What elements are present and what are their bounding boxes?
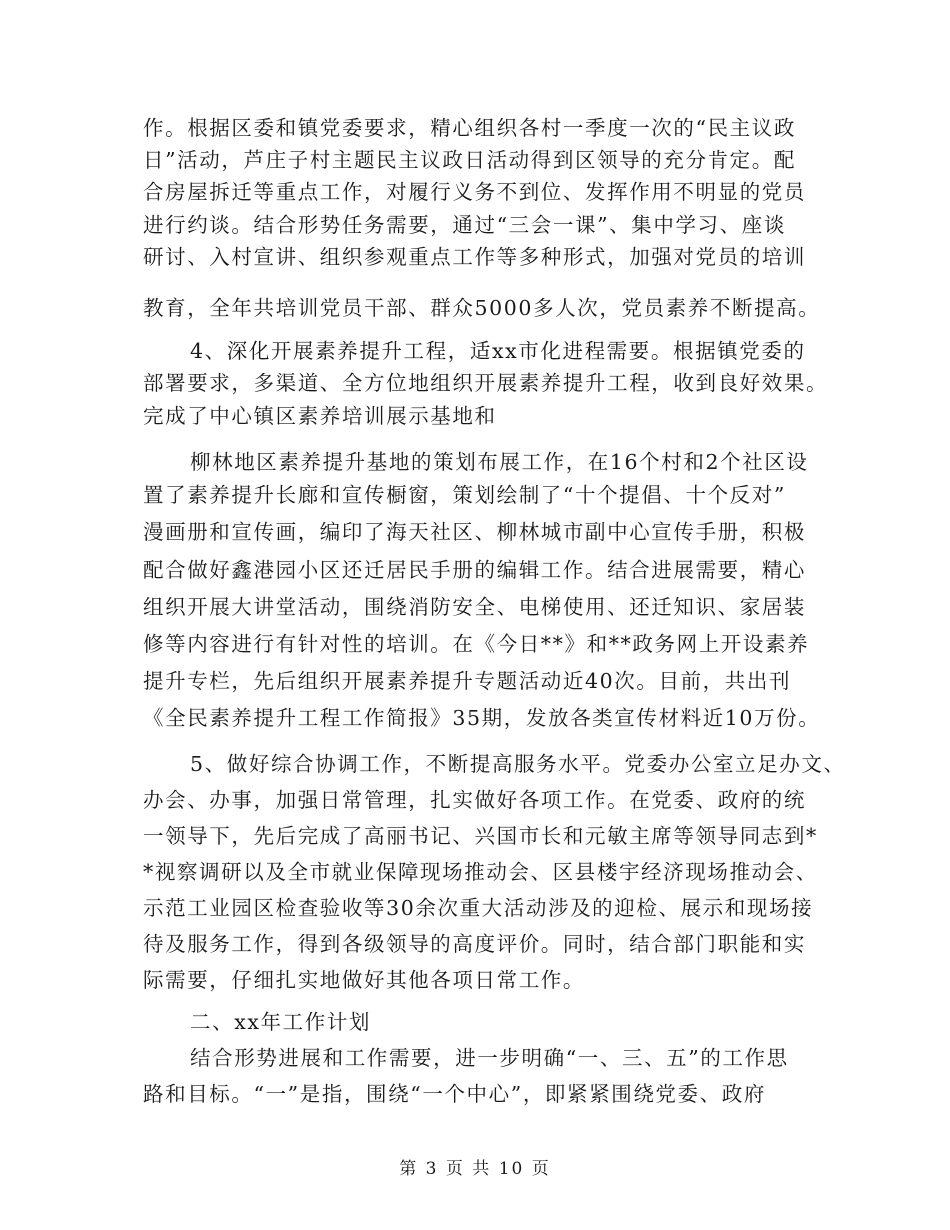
text-line: 修等内容进行有针对性的培训。在《今日**》和**政务网上开设素养 bbox=[143, 632, 810, 656]
text-line: 提升专栏，先后组织开展素养提升专题活动近40次。目前，共出刊 bbox=[143, 669, 792, 693]
text-line: 柳林地区素养提升基地的策划布展工作，在16个村和2个社区设 bbox=[190, 450, 809, 474]
text-line: 配合做好鑫港园小区还迁居民手册的编辑工作。结合进展需要，精心 bbox=[143, 558, 806, 582]
text-line: 进行约谈。结合形势任务需要，通过“三会一课”、集中学习、座谈 bbox=[143, 213, 786, 237]
text-line: 完成了中心镇区素养培训展示基地和 bbox=[143, 404, 497, 428]
text-line: 待及服务工作，得到各级领导的高度评价。同时，结合部门职能和实 bbox=[143, 932, 806, 956]
text-line: 《全民素养提升工程工作简报》35期，发放各类宣传材料近10万份。 bbox=[143, 706, 821, 730]
text-line: 部署要求，多渠道、全方位地组织开展素养提升工程，收到良好效果。 bbox=[143, 371, 829, 395]
text-line: 日”活动，芦庄子村主题民主议政日活动得到区领导的充分肯定。配 bbox=[143, 148, 796, 172]
text-line: 教育，全年共培训党员干部、群众5000多人次，党员素养不断提高。 bbox=[143, 296, 821, 320]
text-line: 办会、办事，加强日常管理，扎实做好各项工作。在党委、政府的统 bbox=[143, 788, 806, 812]
text-line: 合房屋拆迁等重点工作，对履行义务不到位、发挥作用不明显的党员 bbox=[143, 180, 806, 204]
text-line: 漫画册和宣传画，编印了海天社区、柳林城市副中心宣传手册，积极 bbox=[143, 520, 806, 544]
text-line: 结合形势进展和工作需要，进一步明确“一、三、五”的工作思 bbox=[190, 1046, 789, 1070]
text-line: 一领导下，先后完成了高丽书记、兴国市长和元敏主席等领导同志到* bbox=[143, 824, 818, 848]
text-line: 组织开展大讲堂活动，围绕消防安全、电梯使用、还迁知识、家居装 bbox=[143, 595, 806, 619]
text-line: 置了素养提升长廊和宣传橱窗，策划绘制了“十个提倡、十个反对” bbox=[143, 483, 786, 507]
text-line: 作。根据区委和镇党委要求，精心组织各村一季度一次的“民主议政 bbox=[143, 116, 796, 140]
text-line: 际需要，仔细扎实地做好其他各项日常工作。 bbox=[143, 968, 585, 992]
text-line: 4、深化开展素养提升工程，适xx市化进程需要。根据镇党委的 bbox=[190, 339, 806, 363]
text-line: 5、做好综合协调工作，不断提高服务水平。党委办公室立足办文、 bbox=[190, 752, 846, 776]
page-footer: 第 3 页 共 10 页 bbox=[399, 1159, 551, 1179]
text-line: 路和目标。“一”是指，围绕“一个中心”，即紧紧围绕党委、政府 bbox=[143, 1082, 766, 1106]
section-heading: 二、xx年工作计划 bbox=[190, 1010, 372, 1034]
text-line: 示范工业园区检查验收等30余次重大活动涉及的迎检、展示和现场接 bbox=[143, 896, 814, 920]
text-line: *视察调研以及全市就业保障现场推动会、区县楼宇经济现场推动会、 bbox=[143, 860, 818, 884]
text-line: 研讨、入村宣讲、组织参观重点工作等多种形式，加强对党员的培训 bbox=[143, 245, 806, 269]
